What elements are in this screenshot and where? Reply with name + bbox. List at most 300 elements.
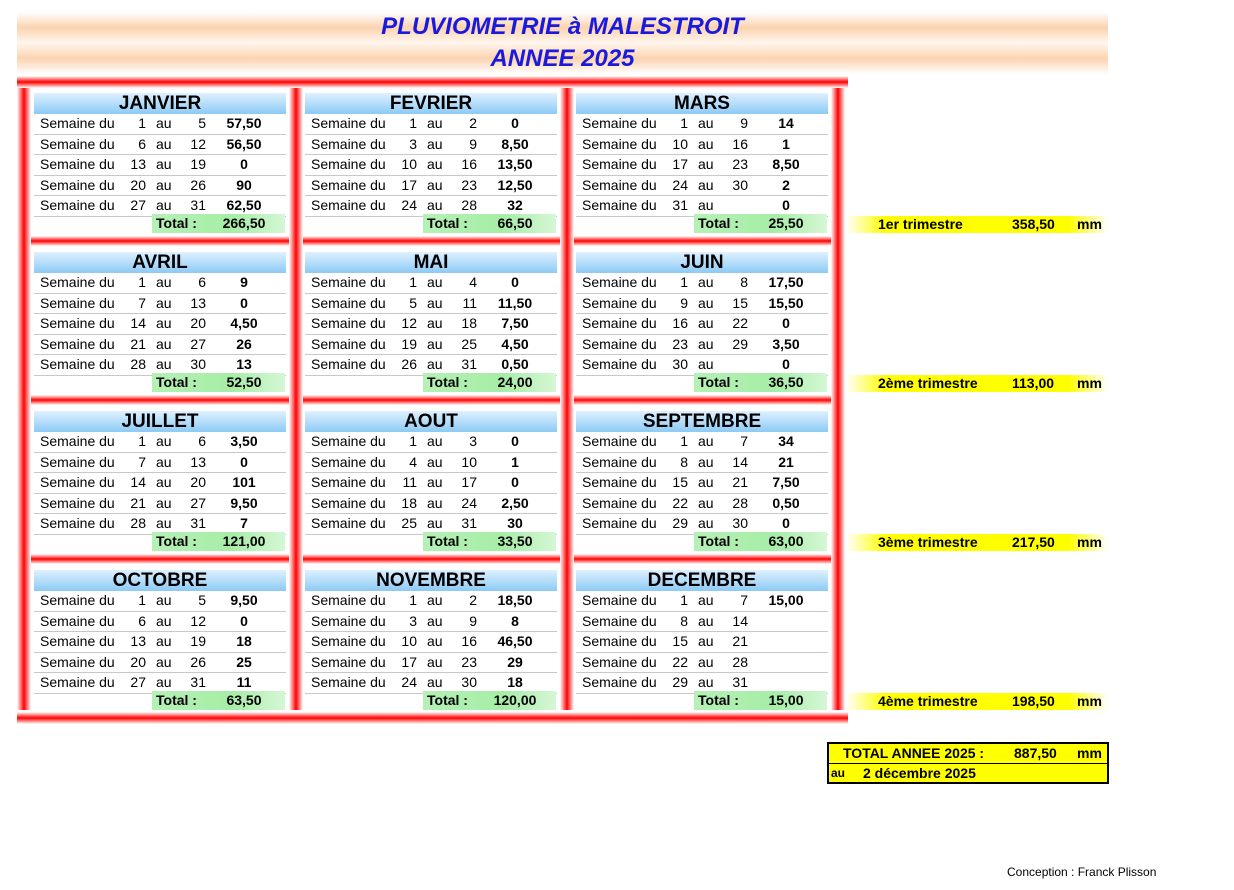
week-start-day: 1 — [138, 115, 146, 131]
week-start-day: 1 — [409, 115, 417, 131]
week-end-day: 17 — [461, 474, 477, 490]
week-start-day: 31 — [672, 197, 688, 213]
week-start-day: 21 — [130, 494, 146, 511]
week-end-day: 2 — [469, 115, 477, 131]
week-start-day: 20 — [130, 176, 146, 193]
week-au-label: au — [698, 653, 714, 670]
week-start-day: 11 — [402, 474, 417, 490]
month-total-label: Total : — [698, 374, 739, 390]
week-au-label: au — [698, 612, 714, 629]
week-rainfall-value: 29 — [507, 653, 523, 670]
week-start-day: 24 — [672, 176, 688, 193]
week-label: Semaine du — [40, 633, 115, 649]
month-total-label: Total : — [156, 215, 197, 231]
week-label: Semaine du — [40, 653, 115, 670]
week-label: Semaine du — [582, 115, 657, 131]
week-end-day: 31 — [732, 674, 748, 690]
week-au-label: au — [427, 674, 443, 690]
week-end-day: 27 — [190, 335, 206, 352]
week-row — [34, 176, 286, 197]
frame-bar-row3 — [30, 554, 835, 564]
month-block-octobre — [34, 570, 286, 708]
week-row — [305, 453, 557, 474]
week-end-day: 9 — [740, 115, 748, 131]
week-label: Semaine du — [582, 335, 657, 352]
quarter-label: 4ème trimestre — [878, 693, 978, 709]
month-total-label: Total : — [427, 533, 468, 549]
week-row — [576, 273, 828, 294]
week-rainfall-value: 0 — [782, 356, 790, 372]
month-block-novembre — [305, 570, 557, 708]
week-start-day: 1 — [680, 274, 688, 290]
week-start-day: 30 — [672, 356, 688, 372]
week-label: Semaine du — [40, 612, 115, 629]
week-rainfall-value: 2,50 — [501, 494, 529, 511]
month-block-aout — [305, 411, 557, 549]
week-start-day: 8 — [680, 612, 688, 629]
week-rainfall-value: 0 — [240, 453, 248, 470]
week-end-day: 21 — [732, 633, 748, 649]
week-start-day: 6 — [138, 612, 146, 629]
week-au-label: au — [427, 135, 443, 152]
week-label: Semaine du — [582, 156, 657, 172]
month-total-value: 63,50 — [226, 692, 262, 708]
week-au-label: au — [427, 653, 443, 670]
week-rainfall-value: 56,50 — [226, 135, 262, 152]
week-rainfall-value: 0 — [511, 274, 519, 290]
week-start-day: 10 — [401, 156, 417, 172]
month-total-label: Total : — [427, 692, 468, 708]
week-label: Semaine du — [40, 176, 115, 193]
week-rainfall-value: 13 — [236, 356, 252, 372]
week-start-day: 15 — [672, 474, 688, 490]
week-end-day: 31 — [190, 515, 206, 531]
week-rainfall-value: 46,50 — [497, 633, 533, 649]
week-end-day: 6 — [198, 433, 206, 449]
week-label: Semaine du — [582, 453, 657, 470]
month-block-mai — [305, 252, 557, 390]
week-row — [576, 432, 828, 453]
week-row — [576, 114, 828, 135]
week-label: Semaine du — [311, 115, 386, 131]
week-rainfall-value: 7,50 — [772, 474, 800, 490]
week-au-label: au — [156, 474, 172, 490]
week-au-label: au — [427, 592, 443, 608]
week-rainfall-value: 0 — [511, 433, 519, 449]
week-row — [34, 612, 286, 633]
frame-bar-bottom — [17, 712, 848, 724]
week-row — [34, 314, 286, 335]
week-start-day: 17 — [401, 176, 417, 193]
week-au-label: au — [698, 474, 714, 490]
week-au-label: au — [698, 115, 714, 131]
quarter-unit: mm — [1077, 534, 1102, 550]
week-row — [576, 294, 828, 315]
week-start-day: 1 — [138, 433, 146, 449]
week-start-day: 5 — [409, 294, 417, 311]
week-rainfall-value: 15,50 — [768, 294, 804, 311]
week-row — [34, 155, 286, 176]
week-rainfall-value: 0 — [240, 294, 248, 311]
week-au-label: au — [427, 197, 443, 213]
week-au-label: au — [698, 294, 714, 311]
week-au-label: au — [698, 592, 714, 608]
week-label: Semaine du — [40, 335, 115, 352]
week-label: Semaine du — [311, 612, 386, 629]
week-end-day: 14 — [732, 453, 748, 470]
month-total — [423, 214, 556, 233]
week-start-day: 1 — [138, 274, 146, 290]
month-header: MARS — [576, 93, 828, 114]
week-row — [34, 473, 286, 494]
month-header: AOUT — [305, 411, 557, 432]
week-label: Semaine du — [582, 515, 657, 531]
month-total-label: Total : — [698, 692, 739, 708]
week-rainfall-value: 0 — [511, 115, 519, 131]
week-end-day: 21 — [732, 474, 748, 490]
week-label: Semaine du — [311, 135, 386, 152]
week-rainfall-value: 0 — [782, 515, 790, 531]
week-au-label: au — [156, 176, 172, 193]
quarter-label: 2ème trimestre — [878, 375, 978, 391]
week-end-day: 12 — [190, 135, 206, 152]
week-label: Semaine du — [40, 115, 115, 131]
week-label: Semaine du — [582, 176, 657, 193]
week-end-day: 4 — [469, 274, 477, 290]
week-label: Semaine du — [40, 474, 115, 490]
week-au-label: au — [427, 633, 443, 649]
month-total — [152, 214, 285, 233]
month-header: OCTOBRE — [34, 570, 286, 591]
week-au-label: au — [427, 176, 443, 193]
week-end-day: 31 — [190, 197, 206, 213]
week-au-label: au — [698, 453, 714, 470]
week-au-label: au — [698, 176, 714, 193]
month-total-value: 52,50 — [226, 374, 262, 390]
week-start-day: 22 — [672, 494, 688, 511]
week-end-day: 30 — [732, 515, 748, 531]
week-au-label: au — [698, 197, 714, 213]
week-label: Semaine du — [582, 653, 657, 670]
week-end-day: 9 — [469, 135, 477, 152]
week-rainfall-value: 9,50 — [230, 592, 258, 608]
week-rainfall-value: 1 — [511, 453, 519, 470]
week-au-label: au — [427, 294, 443, 311]
week-row — [34, 335, 286, 356]
week-row — [305, 632, 557, 653]
annual-as-of-prefix: au — [831, 766, 846, 780]
week-end-day: 30 — [732, 176, 748, 193]
quarter-summary — [846, 216, 1108, 233]
week-end-day: 10 — [461, 453, 477, 470]
month-total-value: 25,50 — [768, 215, 804, 231]
quarter-label: 3ème trimestre — [878, 534, 978, 550]
week-row — [576, 176, 828, 197]
month-total — [152, 373, 285, 392]
month-total — [423, 373, 556, 392]
week-end-day: 9 — [469, 612, 477, 629]
week-start-day: 27 — [130, 197, 146, 213]
quarter-unit: mm — [1077, 375, 1102, 391]
week-label: Semaine du — [40, 356, 115, 372]
week-end-day: 30 — [461, 674, 477, 690]
week-au-label: au — [156, 315, 172, 331]
month-total-label: Total : — [698, 533, 739, 549]
week-rainfall-value: 57,50 — [226, 115, 262, 131]
week-label: Semaine du — [582, 633, 657, 649]
week-start-day: 13 — [130, 633, 146, 649]
week-row — [305, 473, 557, 494]
week-label: Semaine du — [582, 356, 657, 372]
month-total-label: Total : — [427, 215, 468, 231]
week-rainfall-value: 8,50 — [772, 156, 800, 172]
week-label: Semaine du — [582, 274, 657, 290]
week-au-label: au — [156, 335, 172, 352]
week-label: Semaine du — [311, 274, 386, 290]
week-start-day: 24 — [401, 197, 417, 213]
week-label: Semaine du — [311, 356, 386, 372]
week-row — [576, 612, 828, 633]
credit-text: Conception : Franck Plisson — [1007, 865, 1157, 879]
quarter-label: 1er trimestre — [878, 216, 963, 232]
week-label: Semaine du — [311, 515, 386, 531]
week-row — [34, 294, 286, 315]
week-label: Semaine du — [40, 453, 115, 470]
week-end-day: 25 — [461, 335, 477, 352]
week-row — [576, 653, 828, 674]
week-rainfall-value: 62,50 — [226, 197, 262, 213]
week-label: Semaine du — [40, 197, 115, 213]
week-start-day: 1 — [680, 115, 688, 131]
week-start-day: 10 — [672, 135, 688, 152]
week-au-label: au — [427, 612, 443, 629]
week-row — [576, 135, 828, 156]
page-title: PLUVIOMETRIE à MALESTROIT — [381, 13, 744, 40]
week-label: Semaine du — [311, 315, 386, 331]
month-total-label: Total : — [156, 533, 197, 549]
week-end-day: 28 — [461, 197, 477, 213]
week-end-day: 11 — [462, 294, 477, 311]
week-rainfall-value: 9 — [240, 274, 248, 290]
month-total-label: Total : — [698, 215, 739, 231]
week-start-day: 22 — [672, 653, 688, 670]
week-label: Semaine du — [40, 294, 115, 311]
frame-bar-col2 — [560, 88, 574, 710]
week-label: Semaine du — [40, 135, 115, 152]
month-header: JUILLET — [34, 411, 286, 432]
week-rainfall-value: 7,50 — [501, 315, 529, 331]
week-end-day: 27 — [190, 494, 206, 511]
month-header: JUIN — [576, 252, 828, 273]
week-au-label: au — [698, 515, 714, 531]
week-label: Semaine du — [311, 494, 386, 511]
week-label: Semaine du — [40, 315, 115, 331]
week-end-day: 23 — [461, 653, 477, 670]
week-start-day: 17 — [672, 156, 688, 172]
week-label: Semaine du — [311, 335, 386, 352]
week-rainfall-value: 0 — [782, 197, 790, 213]
month-block-mars — [576, 93, 828, 231]
week-row — [305, 314, 557, 335]
week-rainfall-value: 0,50 — [772, 494, 800, 511]
month-header: JANVIER — [34, 93, 286, 114]
week-row — [305, 294, 557, 315]
week-end-day: 5 — [198, 115, 206, 131]
week-start-day: 1 — [409, 433, 417, 449]
week-label: Semaine du — [582, 135, 657, 152]
quarter-summary — [846, 375, 1108, 392]
week-start-day: 8 — [680, 453, 688, 470]
week-au-label: au — [156, 453, 172, 470]
week-row — [34, 653, 286, 674]
week-label: Semaine du — [40, 494, 115, 511]
week-rainfall-value: 8 — [511, 612, 519, 629]
week-start-day: 1 — [409, 592, 417, 608]
week-au-label: au — [698, 674, 714, 690]
week-rainfall-value: 2 — [782, 176, 790, 193]
week-start-day: 28 — [130, 515, 146, 531]
week-start-day: 4 — [409, 453, 417, 470]
week-rainfall-value: 34 — [778, 433, 794, 449]
week-rainfall-value: 101 — [232, 474, 256, 490]
week-row — [576, 494, 828, 515]
week-end-day: 6 — [198, 274, 206, 290]
annual-total-label: TOTAL ANNEE 2025 : — [843, 745, 985, 761]
week-label: Semaine du — [311, 453, 386, 470]
week-start-day: 14 — [130, 474, 146, 490]
month-total-value: 33,50 — [497, 533, 533, 549]
week-start-day: 1 — [680, 433, 688, 449]
month-total — [152, 532, 285, 551]
week-rainfall-value: 14 — [778, 115, 794, 131]
week-end-day: 8 — [740, 274, 748, 290]
frame-bar-row2 — [30, 395, 835, 405]
week-start-day: 25 — [401, 515, 417, 531]
week-start-day: 20 — [130, 653, 146, 670]
annual-total-unit: mm — [1077, 745, 1102, 761]
week-au-label: au — [698, 315, 714, 331]
week-end-day: 14 — [732, 612, 748, 629]
week-start-day: 3 — [409, 135, 417, 152]
week-rainfall-value: 7 — [240, 515, 248, 531]
week-row — [34, 273, 286, 294]
week-label: Semaine du — [40, 592, 115, 608]
week-au-label: au — [427, 453, 443, 470]
week-label: Semaine du — [40, 156, 115, 172]
week-row — [305, 176, 557, 197]
week-start-day: 21 — [130, 335, 146, 352]
annual-total-box — [827, 742, 1109, 784]
week-row — [576, 155, 828, 176]
week-rainfall-value: 17,50 — [768, 274, 804, 290]
week-row — [34, 135, 286, 156]
week-rainfall-value: 12,50 — [497, 176, 533, 193]
week-au-label: au — [698, 274, 714, 290]
week-end-day: 5 — [198, 592, 206, 608]
week-row — [34, 453, 286, 474]
week-rainfall-value: 21 — [778, 453, 794, 470]
week-au-label: au — [427, 494, 443, 511]
month-total-value: 36,50 — [768, 374, 804, 390]
week-end-day: 15 — [732, 294, 748, 311]
month-total-label: Total : — [427, 374, 468, 390]
quarter-unit: mm — [1077, 693, 1102, 709]
month-total-value: 15,00 — [768, 692, 804, 708]
frame-bar-right — [831, 88, 845, 710]
week-start-day: 12 — [401, 315, 417, 331]
annual-as-of-date: 2 décembre 2025 — [863, 765, 976, 781]
week-rainfall-value: 11,50 — [497, 294, 533, 311]
week-au-label: au — [698, 433, 714, 449]
quarter-summary — [846, 693, 1108, 710]
week-end-day: 23 — [732, 156, 748, 172]
month-total-value: 24,00 — [497, 374, 533, 390]
week-label: Semaine du — [311, 653, 386, 670]
week-start-day: 1 — [409, 274, 417, 290]
week-row — [576, 314, 828, 335]
page-subtitle: ANNEE 2025 — [490, 45, 635, 72]
week-start-day: 13 — [130, 156, 146, 172]
month-block-janvier — [34, 93, 286, 231]
week-end-day: 31 — [461, 356, 477, 372]
week-label: Semaine du — [40, 274, 115, 290]
week-end-day: 28 — [732, 494, 748, 511]
week-row — [305, 591, 557, 612]
week-row — [305, 135, 557, 156]
month-total — [152, 691, 285, 710]
week-label: Semaine du — [40, 515, 115, 531]
week-start-day: 15 — [672, 633, 688, 649]
week-au-label: au — [427, 474, 443, 490]
week-row — [305, 494, 557, 515]
month-total — [423, 691, 556, 710]
week-au-label: au — [427, 433, 443, 449]
week-rainfall-value: 30 — [507, 515, 523, 531]
week-rainfall-value: 3,50 — [230, 433, 258, 449]
week-start-day: 17 — [401, 653, 417, 670]
week-end-day: 30 — [190, 356, 206, 372]
week-rainfall-value: 1 — [782, 135, 790, 152]
week-rainfall-value: 32 — [507, 197, 523, 213]
annual-total-value: 887,50 — [1014, 745, 1057, 761]
week-start-day: 7 — [138, 294, 146, 311]
week-au-label: au — [156, 515, 172, 531]
month-total-value: 66,50 — [497, 215, 533, 231]
week-rainfall-value: 0 — [240, 156, 248, 172]
week-au-label: au — [156, 356, 172, 372]
week-end-day: 26 — [190, 176, 206, 193]
week-rainfall-value: 18 — [236, 633, 252, 649]
week-end-day: 19 — [190, 156, 206, 172]
week-row — [34, 432, 286, 453]
week-au-label: au — [427, 156, 443, 172]
week-end-day: 12 — [190, 612, 206, 629]
week-start-day: 10 — [401, 633, 417, 649]
week-rainfall-value: 18,50 — [497, 592, 533, 608]
month-total — [423, 532, 556, 551]
month-block-septembre — [576, 411, 828, 549]
week-rainfall-value: 0 — [782, 315, 790, 331]
quarter-value: 113,00 — [1012, 375, 1055, 391]
week-label: Semaine du — [582, 433, 657, 449]
week-rainfall-value: 15,00 — [768, 592, 804, 608]
week-au-label: au — [698, 135, 714, 152]
week-end-day: 7 — [740, 592, 748, 608]
week-label: Semaine du — [582, 294, 657, 311]
week-au-label: au — [427, 335, 443, 352]
week-au-label: au — [698, 156, 714, 172]
week-au-label: au — [156, 653, 172, 670]
